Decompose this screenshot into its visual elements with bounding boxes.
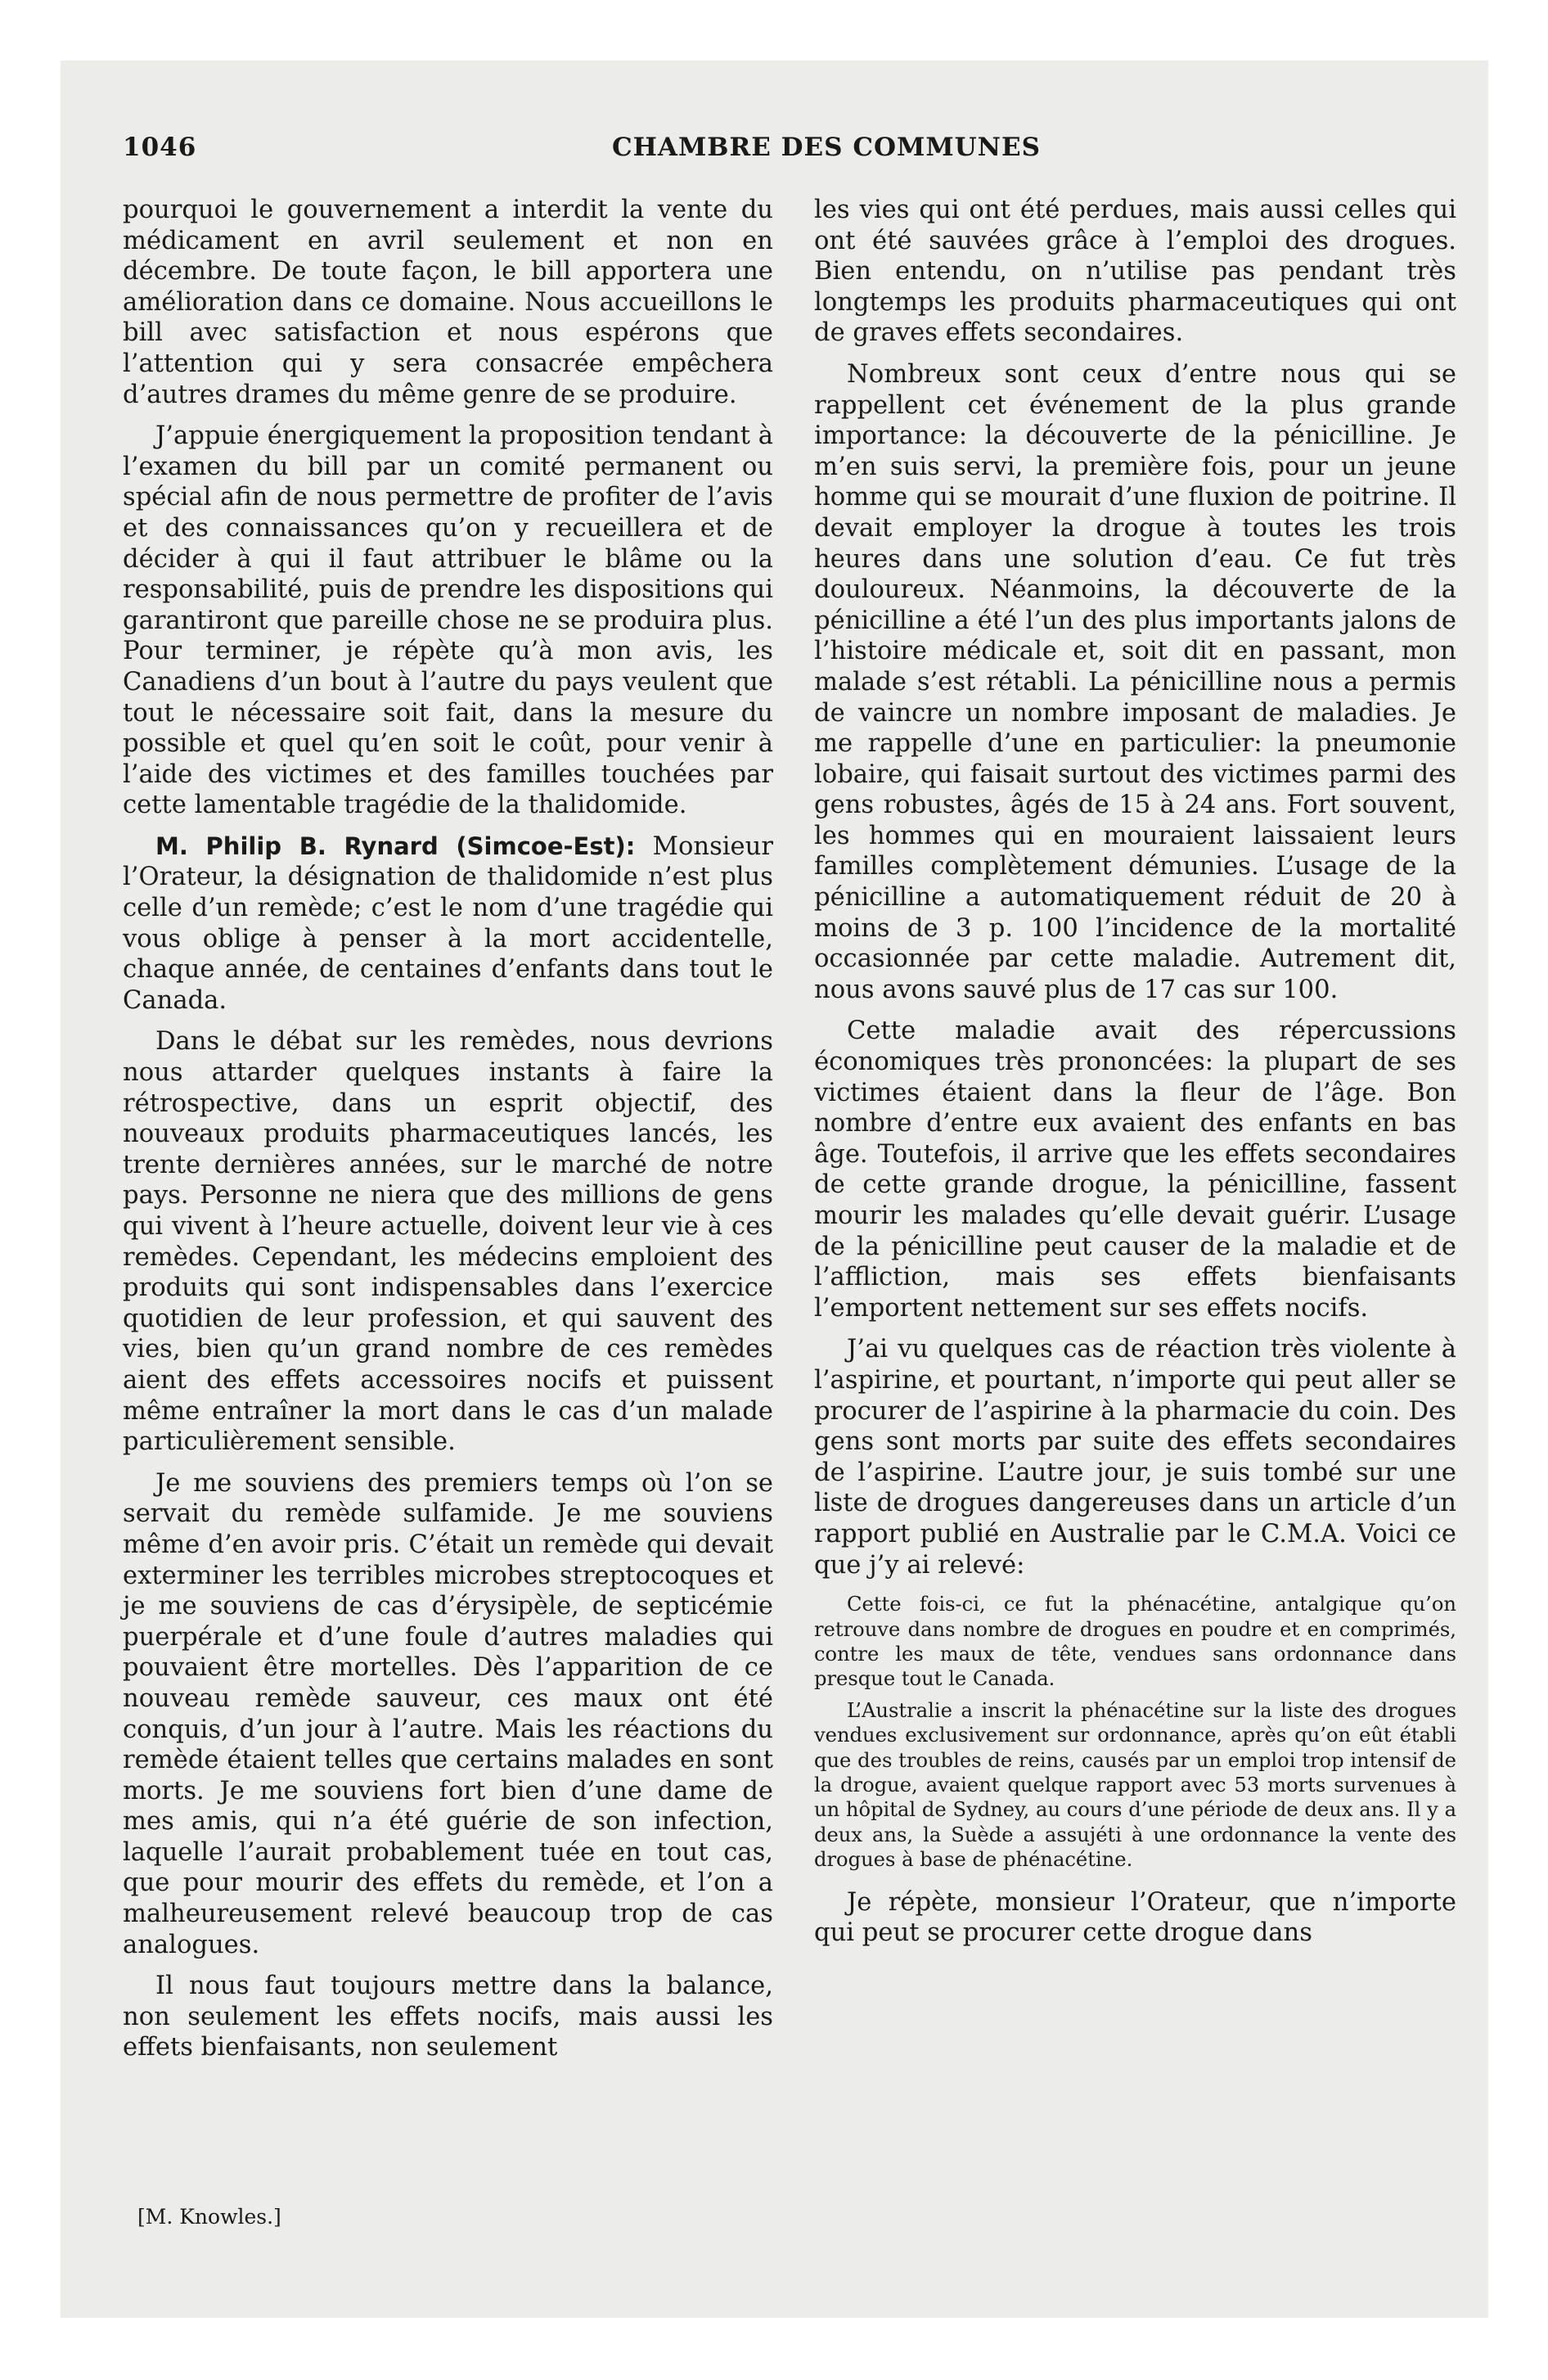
paragraph: Nombreux sont ceux d’entre nous qui se rappellent cet événement de la plus grande importance: la découverte de la pénicilline. Je m’en suis servi, la première fois, pour un jeune homme qui se mourait d’une fluxion de poitrine. Il devait employer la drogue à toutes les trois heures dans une solution d’eau. Ce fut très douloureux. Néanmoins, la découverte de la pénicilline a été l’un des plus importants jalons de l’histoire médicale et, soit dit en passant, mon malade s’est rétabli. La pénicilline nous a permis de vaincre un nombre imposant de maladies. Je me rappelle d’une en particulier: la pneumonie lobaire, qui faisait surtout des victimes parmi des gens robustes, âgés de 15 à 24 ans. Fort souvent, les hommes qui en mouraient laissaient leurs familles complètement démunies. L’usage de la pénicilline a automatiquement réduit de 20 à moins de 3 p. 100 l’incidence de la mortalité occasionnée par cette maladie. Autrement dit, nous avons sauvé plus de 17 cas sur 100.	[814, 359, 1456, 1004]
speaker-paragraph	[123, 832, 773, 1016]
speaker-text: Monsieur l’Orateur, la désignation de thalidomide n’est plus celle d’un remède; c’est le nom d’une tragédie qui vous oblige à penser à la mort accidentelle, chaque année, de centaines d’enfants dans tout le Canada.	[123, 832, 773, 1015]
page-header	[123, 133, 1456, 169]
speaker-name: M. Philip B. Rynard (Simcoe-Est):	[155, 832, 636, 860]
running-title: CHAMBRE DES COMMUNES	[611, 133, 1042, 162]
block-quote: Cette fois-ci, ce fut la phénacétine, antalgique qu’on retrouve dans nombre de drogues en poudre et en comprimés, contre les maux de tête, vendues sans ordonnance dans presque tout le Canada.	[814, 1593, 1456, 1691]
paragraph: Je me souviens des premiers temps où l’on se servait du remède sulfamide. Je me souviens même d’en avoir pris. C’était un remède qui devait exterminer les terribles microbes streptocoques et je me souviens de cas d’érysipèle, de septicémie puerpérale et d’une foule d’autres maladies qui pouvaient être mortelles. Dès l’apparition de ce nouveau remède sauveur, ces maux ont été conquis, d’un jour à l’autre. Mais les réactions du remède étaient telles que certains malades en sont morts. Je me souviens fort bien d’une dame de mes amis, qui n’a été guérie de son infection, laquelle l’aurait probablement tuée en tout cas, que pour mourir des effets du remède, et l’on a malheureusement relevé beaucoup trop de cas analogues.	[123, 1468, 773, 1959]
paragraph: Dans le débat sur les remèdes, nous devrions nous attarder quelques instants à faire la rétrospective, dans un esprit objectif, des nouveaux produits pharmaceutiques lancés, les trente dernières années, sur le marché de notre pays. Personne ne niera que des millions de gens qui vivent à l’heure actuelle, doivent leur vie à ces remèdes. Cependant, les médecins emploient des produits qui sont indispensables dans l’exercice quotidien de leur profession, et qui sauvent des vies, bien qu’un grand nombre de ces remèdes aient des effets accessoires nocifs et puissent même entraîner la mort dans le cas d’un malade particulièrement sensible.	[123, 1027, 773, 1457]
left-column	[123, 195, 773, 2063]
paragraph: Je répète, monsieur l’Orateur, que n’importe qui peut se procurer cette drogue dans	[814, 1887, 1456, 1948]
paragraph: J’ai vu quelques cas de réaction très violente à l’aspirine, et pourtant, n’importe qui peut aller se procurer de l’aspirine à la pharmacie du coin. Des gens sont morts par suite des effets secondaires de l’aspirine. L’autre jour, je suis tombé sur une liste de drogues dangereuses dans un article d’un rapport publié en Australie par le C.M.A. Voici ce que j’y ai relevé:	[814, 1335, 1456, 1580]
paragraph: les vies qui ont été perdues, mais aussi celles qui ont été sauvées grâce à l’emploi des drogues. Bien entendu, on n’utilise pas pendant très longtemps les produits pharmaceutiques qui ont de graves effets secondaires.	[814, 196, 1456, 348]
page-number: 1046	[123, 133, 197, 162]
footer-attribution: [M. Knowles.]	[137, 2205, 281, 2229]
paragraph: Il nous faut toujours mettre dans la balance, non seulement les effets nocifs, mais aussi les effets bienfaisants, non seulement	[123, 1972, 773, 2062]
paragraph: pourquoi le gouvernement a interdit la vente du médicament en avril seulement et non en décembre. De toute façon, le bill apportera une amélioration dans ce domaine. Nous accueillons le bill avec satisfaction et nous espérons que l’attention qui y sera consacrée empêchera d’autres drames du même genre de se produire.	[123, 196, 773, 409]
right-column	[814, 195, 1456, 1949]
paragraph: J’appuie énergiquement la proposition tendant à l’examen du bill par un comité permanent ou spécial afin de nous permettre de profiter de l’avis et des connaissances qu’on y recueillera et de décider à qui il faut attribuer le blâme ou la responsabilité, puis de prendre les dispositions qui garantiront que pareille chose ne se produira plus. Pour terminer, je répète qu’à mon avis, les Canadiens d’un bout à l’autre du pays veulent que tout le nécessaire soit fait, dans la mesure du possible et quel qu’en soit le coût, pour venir à l’aide des victimes et des familles touchées par cette lamentable tragédie de la thalidomide.	[123, 421, 773, 820]
block-quote: L’Australie a inscrit la phénacétine sur la liste des drogues vendues exclusivement sur ordonnance, après qu’on eût établi que des troubles de reins, causés par un emploi trop intensif de la drogue, avaient quelque rapport avec 53 morts survenues à un hôpital de Sydney, au cours d’une période de deux ans. Il y a deux ans, la Suède a assujéti à une ordonnance la vente des drogues à base de phénacétine.	[814, 1698, 1456, 1872]
paragraph: Cette maladie avait des répercussions économiques très prononcées: la plupart de ses victimes étaient dans la fleur de l’âge. Bon nombre d’entre eux avaient des enfants en bas âge. Toutefois, il arrive que les effets secondaires de cette grande drogue, la pénicilline, fassent mourir les malades qu’elle devait guérir. L’usage de la pénicilline peut causer de la maladie et de l’affliction, mais ses effets bienfaisants l’emportent nettement sur ses effets nocifs.	[814, 1016, 1456, 1323]
